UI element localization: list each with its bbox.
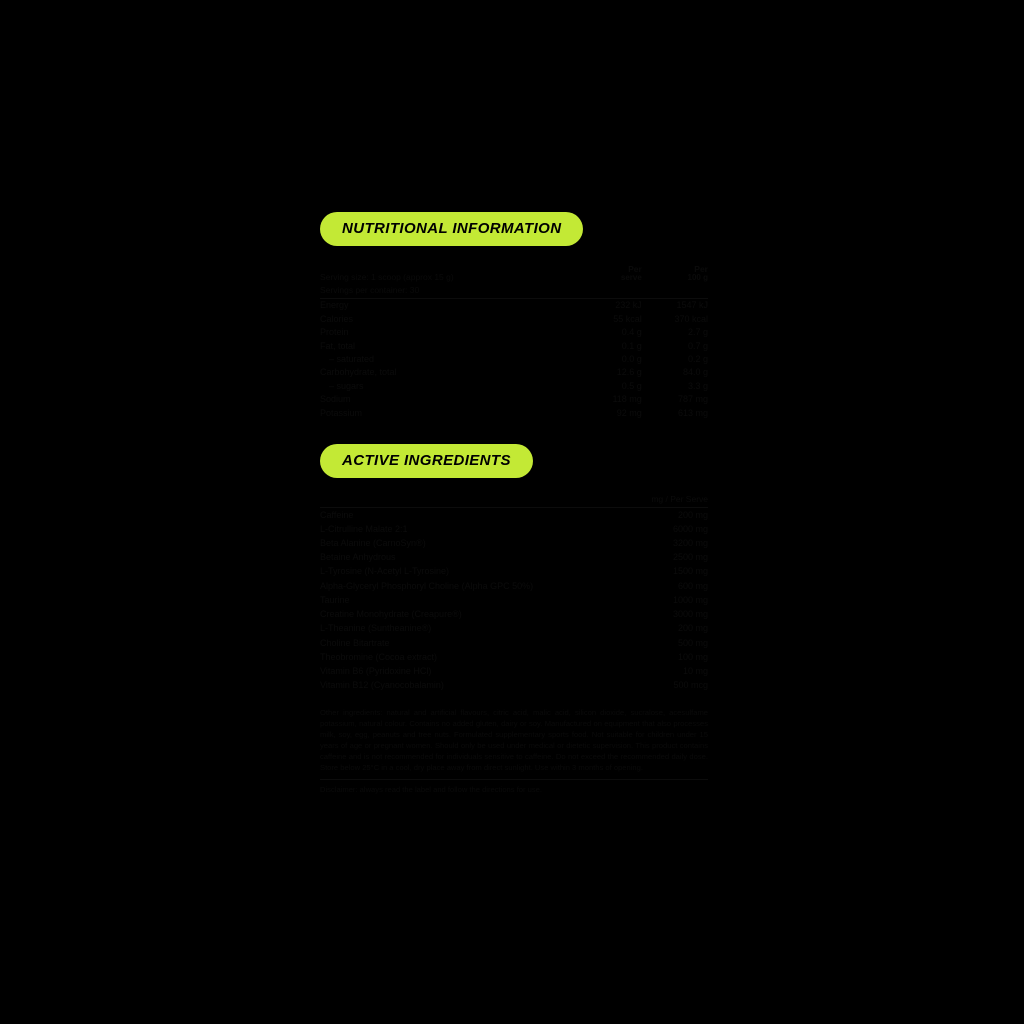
ingredient-name: Taurine	[320, 594, 350, 605]
nutrient-per-100g: 84.0 g	[682, 367, 708, 378]
table-row	[320, 551, 708, 565]
active-ingredients-section	[320, 444, 708, 693]
col-header-per-serve-main: Per	[628, 264, 642, 274]
nutrient-per-100g: 787 mg	[677, 394, 708, 405]
table-row	[320, 622, 708, 636]
nutrient-per-100g: 0.2 g	[687, 353, 708, 364]
ingredient-amount: 600 mg	[677, 580, 708, 591]
ingredient-amount: 2500 mg	[672, 552, 708, 563]
ingredient-amount: 100 mg	[677, 651, 708, 662]
nutrient-name: Fat, total	[320, 340, 356, 351]
active-ingredients-heading: ACTIVE INGREDIENTS	[320, 444, 533, 478]
col-header-per-100g-main: Per	[694, 264, 708, 274]
nutrient-per-serve: 0.0 g	[621, 353, 642, 364]
table-row	[320, 608, 708, 622]
nutrition-table-wrap	[320, 264, 708, 420]
active-ingredients-table	[320, 507, 708, 693]
nutrient-per-serve: 55 kcal	[613, 313, 642, 324]
col-header-per-100g-sub: 100 g	[687, 272, 708, 282]
table-row	[320, 353, 708, 366]
nutrition-servings-row	[320, 285, 708, 298]
ingredient-amount: 500 mcg	[673, 680, 708, 691]
ingredient-name: Vitamin B6 (Pyridoxine HCl)	[320, 665, 432, 676]
ingredient-amount: 3200 mg	[672, 538, 708, 548]
table-row	[320, 508, 708, 523]
nutrient-name: – saturated	[329, 353, 375, 364]
ingredient-name: Caffeine	[320, 508, 655, 523]
nutrient-per-100g: 2.7 g	[687, 327, 708, 338]
nutrition-section	[320, 212, 708, 420]
table-row	[320, 299, 708, 313]
ingredient-name: Betaine Anhydrous	[320, 552, 396, 563]
nutrient-per-100g: 613 mg	[677, 407, 708, 418]
footnote-body: Other ingredients: natural and artificial flavours, citric acid, malic acid, silicon dioxide, sucralose, acesulfame potassium, natural colour. Contains no added gluten, dairy or soy. Manufactured on equipment that also processes milk, soy, egg, peanuts and tree nuts. Formulated supplementary sports food. Not suitable for children under 15 years of age or pregnant women. Should only be used under medical or dietetic supervision. This product contains caffeine and is not recommended for individuals sensitive to caffeine. Do not exceed the recommended daily dose. Store below 25°C in a cool, dry place away from direct sunlight. Use within 3 months of opening.	[320, 708, 708, 773]
ingredient-amount: 6000 mg	[672, 523, 708, 534]
col-header-per-serve-sub: serve	[620, 272, 642, 282]
nutrient-per-serve: 0.5 g	[621, 380, 642, 391]
table-row	[320, 537, 708, 551]
ingredient-name: Choline Bitartrate	[320, 637, 390, 648]
ingredient-amount: 500 mg	[677, 637, 708, 648]
nutrient-per-100g: 3.3 g	[687, 380, 708, 391]
ingredient-name: L-Tyrosine (N-Acetyl L-Tyrosine)	[320, 566, 450, 577]
col-header-per-100g	[642, 264, 708, 285]
ingredient-name: Theobromine (Cocoa extract)	[320, 651, 438, 662]
supplement-facts-panel	[320, 212, 708, 795]
nutrient-name: Calories	[320, 313, 354, 324]
nutrient-per-serve: 0.4 g	[621, 327, 642, 338]
table-row	[320, 665, 708, 679]
ingredient-amount: 1000 mg	[672, 594, 708, 605]
ingredient-name: Vitamin B12 (Cyanocobalamin)	[320, 680, 444, 691]
footnote-disclaimer: Disclaimer: always read the label and follow the directions for use.	[320, 779, 708, 795]
nutrient-name: Potassium	[320, 407, 363, 418]
ingredient-amount: 200 mg	[655, 508, 708, 523]
ingredient-amount: 200 mg	[677, 623, 708, 634]
col-header-per-serve	[584, 264, 642, 285]
table-row	[320, 522, 708, 536]
table-row	[320, 326, 708, 339]
ingredient-amount: 10 mg	[682, 665, 708, 676]
ingredient-name: L-Citrulline Malate 2:1	[320, 523, 408, 534]
servings-per-container: Servings per container: 30	[320, 285, 420, 296]
ingredient-name: Creatine Monohydrate (Creapure®)	[320, 609, 462, 620]
nutrient-per-serve: 118 mg	[612, 394, 642, 405]
nutrient-per-100g: 370 kcal	[674, 313, 708, 324]
footnote-block	[320, 707, 708, 795]
active-unit-header: mg / Per Serve	[651, 494, 708, 505]
table-row	[320, 313, 708, 326]
nutrient-per-100g: 0.7 g	[687, 340, 708, 351]
table-row	[320, 380, 708, 393]
table-row	[320, 366, 708, 379]
nutrition-heading: NUTRITIONAL INFORMATION	[320, 212, 583, 246]
ingredient-amount: 1500 mg	[672, 566, 708, 577]
nutrition-table	[320, 264, 708, 420]
table-row	[320, 340, 708, 353]
ingredient-amount: 3000 mg	[672, 609, 708, 620]
table-row	[320, 407, 708, 420]
nutrient-per-serve: 232 kJ	[584, 299, 642, 313]
nutrient-name: Protein	[320, 327, 349, 338]
nutrient-name: Sodium	[320, 394, 351, 405]
table-row	[320, 679, 708, 693]
nutrition-serving-row	[320, 264, 708, 285]
table-row	[320, 650, 708, 664]
nutrient-per-serve: 12.6 g	[616, 367, 642, 378]
nutrient-per-100g: 1547 kJ	[642, 299, 708, 313]
nutrient-per-serve: 92 mg	[616, 407, 642, 418]
nutrient-name: Carbohydrate, total	[320, 367, 397, 378]
nutrient-per-serve: 0.1 g	[621, 340, 642, 351]
ingredient-name: Beta Alanine (CarnoSyn®)	[320, 538, 426, 548]
table-row	[320, 593, 708, 607]
active-ingredients-table-wrap	[320, 494, 708, 693]
table-row	[320, 565, 708, 579]
nutrient-name: – sugars	[329, 380, 364, 391]
ingredient-name: L-Theanine (Suntheanine®)	[320, 623, 432, 634]
serving-size: Serving size: 1 scoop (approx 15 g)	[320, 272, 454, 283]
table-row	[320, 393, 708, 406]
ingredient-name: Alpha-Glyceryl Phosphoryl Choline (Alpha GPC 50%)	[320, 580, 534, 591]
table-row	[320, 579, 708, 593]
table-row	[320, 636, 708, 650]
nutrient-name: Energy	[320, 299, 584, 313]
